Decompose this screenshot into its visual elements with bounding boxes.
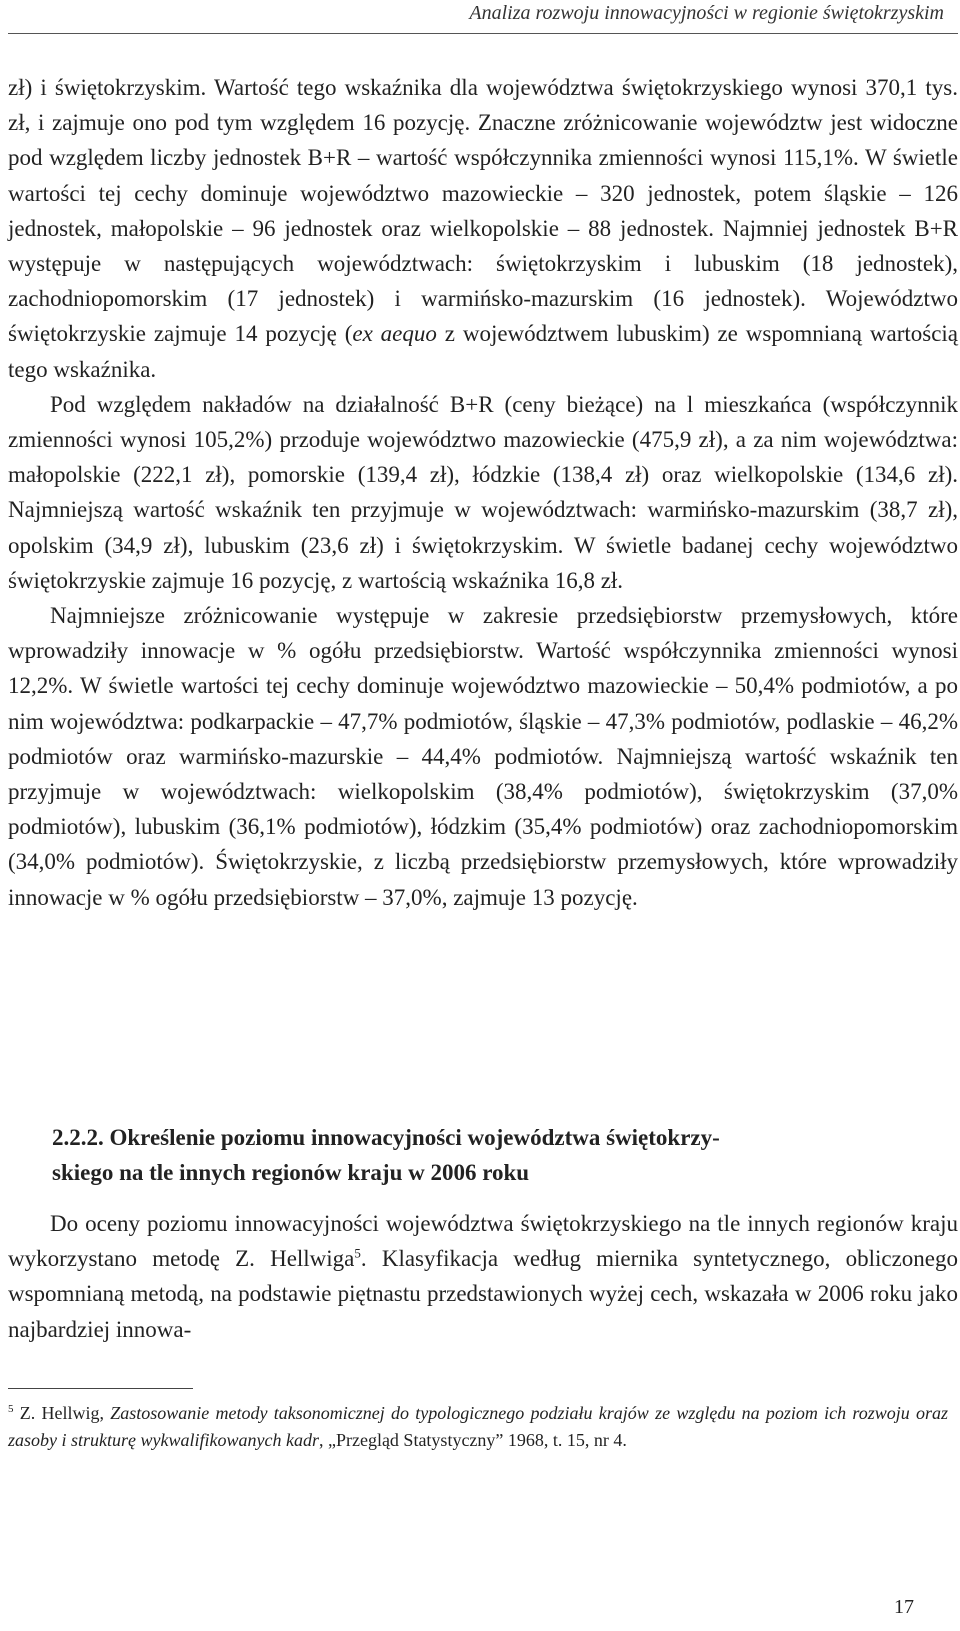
header-rule bbox=[8, 33, 958, 34]
running-header: Analiza rozwoju innowacyjności w regionie świętokrzyskim bbox=[469, 2, 944, 24]
section-paragraph-text: Do oceny poziomu innowacyjności województwa świętokrzyskiego na tle innych regionów kraju wykorzystano metodę Z. Hellwiga bbox=[8, 1211, 958, 1272]
footnote-author: Z. Hellwig, bbox=[13, 1403, 111, 1423]
section-paragraph bbox=[8, 1206, 958, 1347]
footnote-source: , „Przegląd Statystyczny” 1968, t. 15, nr 4. bbox=[318, 1430, 627, 1450]
footnote-number: 5 bbox=[8, 1403, 14, 1415]
paragraph-1-text-end: z województwem lubuskim) ze wspomnianą wartością tego wskaźnika. bbox=[8, 321, 959, 382]
section-heading-line-1: 2.2.2. Określenie poziomu innowacyjności województwa świętokrzy- bbox=[52, 1125, 720, 1150]
footnote-title: Zastosowanie metody taksonomicznej do typologicznego podziału krajów ze względu na poziom ich rozwoju oraz zasoby i strukturę wykwalifikowanych kadr bbox=[8, 1403, 948, 1450]
page-number: 17 bbox=[894, 1596, 914, 1618]
section-heading bbox=[52, 1120, 912, 1190]
footnote-reference[interactable]: 5 bbox=[354, 1245, 361, 1261]
section-heading-line-2: skiego na tle innych regionów kraju w 2006 roku bbox=[52, 1160, 530, 1185]
paragraph-3: Najmniejsze zróżnicowanie występuje w zakresie przedsiębiorstw przemysłowych, które wprowadziły innowacje w % ogółu przedsiębiorstw. Wartość współczynnika zmienności wynosi 12,2%. W świetle wartości tej cechy dominuje województwo mazowieckie – 50,4% podmiotów, a po nim województwa: podkarpackie – 47,7% podmiotów, śląskie – 47,3% podmiotów, podlaskie – 46,2% podmiotów oraz warmińsko-mazurskie – 44,4% podmiotów. Najmniejszą wartość wskaźnik ten przyjmuje w województwach: wielkopolskim (38,4% podmiotów), świętokrzyskim (37,0% podmiotów), lubuskim (36,1% podmiotów), łódzkim (35,4% podmiotów) oraz zachodniopomorskim (34,0% podmiotów). Świętokrzyskie, z liczbą przedsiębiorstw przemysłowych, które wprowadziły innowacje w % ogółu przedsiębiorstw – 37,0%, zajmuje 13 pozycję. bbox=[8, 603, 958, 910]
paragraph-1 bbox=[8, 70, 958, 387]
paragraph-1-italic: ex aequo bbox=[352, 321, 437, 347]
paragraph-2: Pod względem nakładów na działalność B+R (ceny bieżące) na l mieszkańca (współczynnik zmienności wynosi 105,2%) przoduje województwo mazowieckie (475,9 zł), a za nim województwa: małopolskie (222,1 zł), pomorskie (139,4 zł), łódzkie (138,4 zł) oraz wielkopolskie (134,6 zł). Najmniejszą wartość wskaźnik ten przyjmuje w województwach: warmińsko-mazurskim (38,7 zł), opolskim (34,9 zł), lubuskim (23,6 zł) i świętokrzyskim. W świetle badanej cechy województwo świętokrzyskie zajmuje 16 pozycję, z wartością wskaźnika 16,8 zł. bbox=[8, 391, 958, 593]
body-text bbox=[8, 70, 958, 915]
section-paragraph-text-end: . Klasyfikacja według miernika syntetycznego, obliczonego wspomnianą metodą, na podstawie piętnastu przedstawionych wyżej cech, wskazała w 2006 roku jako najbardziej innowa- bbox=[8, 1246, 958, 1342]
footnote-rule bbox=[8, 1388, 193, 1389]
footnote bbox=[8, 1400, 948, 1454]
paragraph-1-text: zł) i świętokrzyskim. Wartość tego wskaźnika dla województwa świętokrzyskiego wynosi 370,1 tys. zł, i zajmuje ono pod tym względem 16 pozycję. Znaczne zróżnicowanie województw jest widoczne pod względem liczby jednostek B+R – wartość współczynnika zmienności wynosi 115,1%. W świetle wartości tej cechy dominuje województwo mazowieckie – 320 jednostek, potem śląskie – 126 jednostek, małopolskie – 96 jednostek oraz wielkopolskie – 88 jednostek. Najmniej jednostek B+R występuje w następujących województwach: świętokrzyskim i lubuskim (18 jednostek), zachodniopomorskim (17 jednostek) i warmińsko-mazurskim (16 jednostek). Województwo świętokrzyskie zajmuje 14 pozycję ( bbox=[8, 75, 958, 347]
